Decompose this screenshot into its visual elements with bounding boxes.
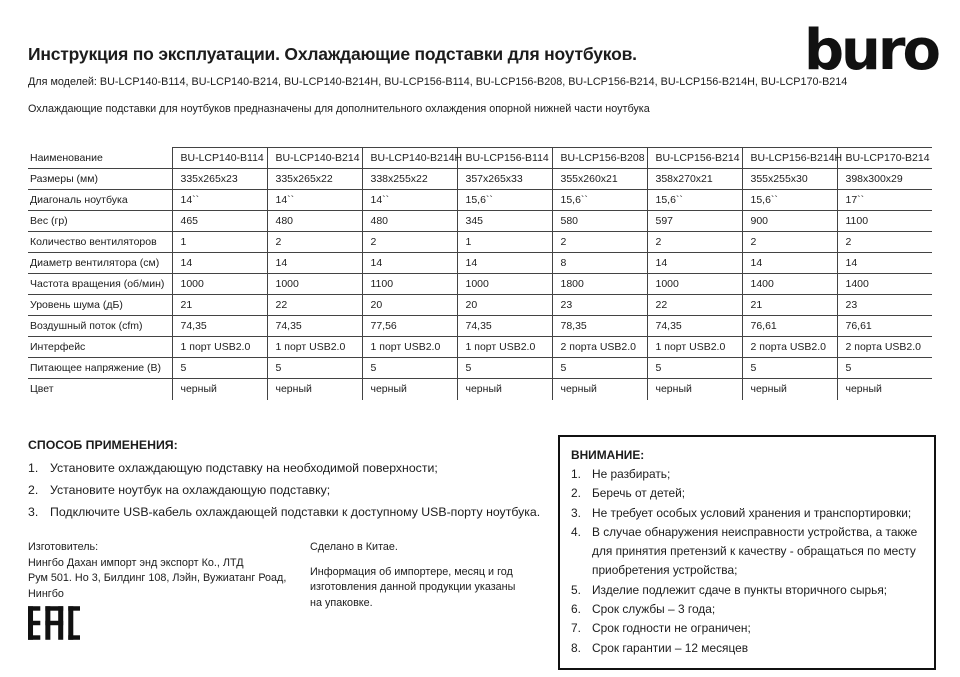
spec-cell: 335x265x22 <box>267 169 362 190</box>
column-header: BU-LCP156-B214H <box>742 148 837 169</box>
spec-row-label: Цвет <box>30 383 54 396</box>
table-row <box>28 274 932 295</box>
spec-cell: 14 <box>742 253 837 274</box>
list-item-text: Срок гарантии – 12 месяцев <box>592 640 749 655</box>
spec-cell: 1100 <box>362 274 457 295</box>
spec-cell: 5 <box>457 358 552 379</box>
spec-cell: 465 <box>172 211 267 232</box>
spec-cell: 74,35 <box>457 316 552 337</box>
spec-cell: 14 <box>362 253 457 274</box>
spec-cell: 8 <box>552 253 647 274</box>
spec-cell: 2 <box>742 232 837 253</box>
list-item-text: Срок службы – 3 года; <box>592 602 716 617</box>
spec-cell: 20 <box>362 295 457 316</box>
list-item-text: Установите охлаждающую подставку на необходимой поверхности; <box>50 461 438 475</box>
spec-cell: 14`` <box>267 190 362 211</box>
spec-cell: 74,35 <box>172 316 267 337</box>
attention-list <box>571 465 926 658</box>
spec-cell: 345 <box>457 211 552 232</box>
spec-cell: 2 <box>647 232 742 253</box>
spec-row-label: Размеры (мм) <box>28 169 172 190</box>
list-item-number: 6. <box>571 602 581 617</box>
list-item-text: Не требует особых условий хранения и транспортировки; <box>592 505 912 520</box>
spec-cell: 21 <box>172 295 267 316</box>
spec-row-label: Диаметр вентилятора (см) <box>28 253 172 274</box>
spec-cell: 2 <box>267 232 362 253</box>
table-row <box>28 295 932 316</box>
spec-cell: черный <box>742 379 837 400</box>
spec-cell: 17`` <box>837 190 932 211</box>
manufacturer-label: Изготовитель: <box>28 541 99 553</box>
table-row <box>28 211 932 232</box>
spec-row-label: Интерфейс <box>28 337 172 358</box>
spec-cell: 1 порт USB2.0 <box>267 337 362 358</box>
usage-list <box>28 457 556 523</box>
table-row <box>28 379 932 400</box>
spec-cell: 14 <box>172 253 267 274</box>
spec-cell: 5 <box>267 358 362 379</box>
spec-cell: 1000 <box>172 274 267 295</box>
usage-heading: СПОСОБ ПРИМЕНЕНИЯ: <box>28 438 178 452</box>
spec-cell: 21 <box>742 295 837 316</box>
column-header: BU-LCP140-B214H <box>362 148 457 169</box>
spec-cell: 77,56 <box>362 316 457 337</box>
spec-cell: 15,6`` <box>552 190 647 211</box>
list-item-text: Срок годности не ограничен; <box>592 621 751 636</box>
spec-cell: 5 <box>172 358 267 379</box>
importer-note: Информация об импортере, месяц и год изготовления данной продукции указаны на упаковке. <box>310 565 516 609</box>
spec-row-label: Вес (гр) <box>28 211 172 232</box>
spec-cell: 2 порта USB2.0 <box>742 337 837 358</box>
list-item <box>571 523 926 581</box>
spec-cell: 480 <box>362 211 457 232</box>
spec-cell: 74,35 <box>647 316 742 337</box>
table-row <box>28 190 932 211</box>
column-header: BU-LCP156-B114 <box>457 148 552 169</box>
spec-cell: 15,6`` <box>742 190 837 211</box>
spec-cell: 76,61 <box>742 316 837 337</box>
page-title: Инструкция по эксплуатации. Охлаждающие подставки для ноутбуков. <box>28 44 637 64</box>
spec-cell: 22 <box>647 295 742 316</box>
spec-cell: 1 порт USB2.0 <box>457 337 552 358</box>
spec-cell: 76,61 <box>837 316 932 337</box>
list-item-number: 3. <box>28 505 39 519</box>
list-item <box>571 639 926 658</box>
spec-cell: черный <box>172 379 267 400</box>
table-row <box>28 358 932 379</box>
manufacturer-block <box>28 540 308 602</box>
models-line: Для моделей: BU-LCP140-B114, BU-LCP140-B214, BU-LCP140-B214H, BU-LCP156-B114, BU-LCP156-B208, BU-LCP156-B214, BU-LCP156-B214H, BU-LCP170-B214 <box>28 76 848 88</box>
table-row <box>28 232 932 253</box>
spec-cell: черный <box>647 379 742 400</box>
column-header: BU-LCP170-B214 <box>837 148 932 169</box>
spec-cell: 5 <box>647 358 742 379</box>
spec-cell: 1 порт USB2.0 <box>172 337 267 358</box>
spec-cell: 5 <box>742 358 837 379</box>
spec-cell: 5 <box>552 358 647 379</box>
spec-cell: 1000 <box>457 274 552 295</box>
spec-cell: черный <box>837 379 932 400</box>
buro-logo: buro <box>803 18 938 83</box>
list-item-number: 8. <box>571 640 581 655</box>
list-item-number: 2. <box>571 486 581 501</box>
spec-cell: черный <box>267 379 362 400</box>
spec-cell: 1400 <box>837 274 932 295</box>
manufacturer-name: Нингбо Дахан импорт энд экспорт Ко., ЛТД <box>28 556 244 569</box>
spec-row-label: Диагональ ноутбука <box>28 190 172 211</box>
spec-cell: 580 <box>552 211 647 232</box>
spec-cell: 2 порта USB2.0 <box>837 337 932 358</box>
spec-cell: 5 <box>362 358 457 379</box>
spec-cell: 14 <box>457 253 552 274</box>
spec-cell: 14 <box>837 253 932 274</box>
spec-cell: 23 <box>837 295 932 316</box>
spec-table-head <box>28 148 932 169</box>
spec-cell: 2 <box>552 232 647 253</box>
spec-cell: 1 порт USB2.0 <box>362 337 457 358</box>
spec-cell: 1400 <box>742 274 837 295</box>
spec-cell: 1100 <box>837 211 932 232</box>
list-item-number: 4. <box>571 524 581 539</box>
spec-cell: 357x265x33 <box>457 169 552 190</box>
spec-table <box>28 147 932 400</box>
spec-cell: 355x260x21 <box>552 169 647 190</box>
list-item-number: 5. <box>571 582 581 597</box>
spec-cell: 1 порт USB2.0 <box>647 337 742 358</box>
spec-cell: 5 <box>837 358 932 379</box>
list-item-number: 3. <box>571 505 581 520</box>
table-row <box>28 316 932 337</box>
spec-row-label: Питающее напряжение (В) <box>28 358 172 379</box>
spec-cell: 1800 <box>552 274 647 295</box>
spec-cell: 15,6`` <box>647 190 742 211</box>
spec-cell: 15,6`` <box>457 190 552 211</box>
spec-cell: 78,35 <box>552 316 647 337</box>
spec-cell: 398x300x29 <box>837 169 932 190</box>
spec-cell: 355x255x30 <box>742 169 837 190</box>
spec-cell: черный <box>552 379 647 400</box>
spec-cell: 1000 <box>267 274 362 295</box>
list-item-number: 7. <box>571 621 581 636</box>
list-item-text: Подключите USB-кабель охлаждающей подставки к доступному USB-порту ноутбука. <box>50 505 541 519</box>
list-item <box>571 619 926 638</box>
spec-cell: 1000 <box>647 274 742 295</box>
made-in-label: Сделано в Китае. <box>310 541 398 553</box>
table-row <box>28 253 932 274</box>
spec-cell: 2 <box>362 232 457 253</box>
spec-cell: 74,35 <box>267 316 362 337</box>
spec-cell: черный <box>362 379 457 400</box>
spec-cell: 2 <box>837 232 932 253</box>
list-item <box>571 504 926 523</box>
list-item <box>571 581 926 600</box>
spec-cell: 14 <box>647 253 742 274</box>
list-item-text: Беречь от детей; <box>592 486 686 501</box>
spec-table-body <box>28 169 932 400</box>
list-item <box>28 501 556 523</box>
description-line: Охлаждающие подставки для ноутбуков предназначены для дополнительного охлаждения опорной нижней части ноутбука <box>28 103 650 115</box>
table-corner-label: Наименование <box>28 148 172 169</box>
spec-cell: 20 <box>457 295 552 316</box>
attention-heading: ВНИМАНИЕ: <box>571 448 645 462</box>
spec-row-label: Количество вентиляторов <box>28 232 172 253</box>
spec-cell: 14`` <box>362 190 457 211</box>
spec-cell: 597 <box>647 211 742 232</box>
spec-cell: 335x265x23 <box>172 169 267 190</box>
list-item <box>571 465 926 484</box>
list-item-number: 1. <box>28 461 39 475</box>
attention-box <box>558 435 936 670</box>
list-item-text: Не разбирать; <box>592 467 671 481</box>
list-item-number: 2. <box>28 483 39 497</box>
spec-cell: 14`` <box>172 190 267 211</box>
list-item <box>571 600 926 619</box>
list-item <box>571 484 926 503</box>
list-item-number: 1. <box>571 467 581 481</box>
table-row <box>28 337 932 358</box>
spec-cell: 900 <box>742 211 837 232</box>
spec-cell: 2 порта USB2.0 <box>552 337 647 358</box>
origin-block <box>310 540 528 611</box>
column-header: BU-LCP140-B214 <box>267 148 362 169</box>
usage-section <box>28 438 556 523</box>
spec-row-label: Воздушный поток (cfm) <box>28 316 172 337</box>
spec-cell: 14 <box>267 253 362 274</box>
spec-cell: 23 <box>552 295 647 316</box>
column-header: BU-LCP140-B114 <box>172 148 267 169</box>
eac-mark-icon <box>28 597 80 654</box>
spec-cell: 338x255x22 <box>362 169 457 190</box>
spec-cell: 22 <box>267 295 362 316</box>
list-item-text: Установите ноутбук на охлаждающую подставку; <box>50 483 331 497</box>
list-item <box>28 479 556 501</box>
column-header: BU-LCP156-B208 <box>552 148 647 169</box>
spec-cell: 1 <box>172 232 267 253</box>
list-item-text: Изделие подлежит сдаче в пункты вторичного сырья; <box>592 582 888 597</box>
spec-cell: 480 <box>267 211 362 232</box>
column-header: BU-LCP156-B214 <box>647 148 742 169</box>
spec-cell: 358x270x21 <box>647 169 742 190</box>
list-item-text: В случае обнаружения неисправности устройства, а также для принятия претензий к качеству - обращаться по месту приобретения устройства; <box>592 524 918 578</box>
spec-cell: черный <box>457 379 552 400</box>
spec-row-label: Уровень шума (дБ) <box>28 295 172 316</box>
table-row <box>28 169 932 190</box>
list-item <box>28 457 556 479</box>
manufacturer-address: Рум 501. Но 3, Билдинг 108, Лэйн, Вужиатанг Роад, Нингбо <box>28 572 287 600</box>
spec-row-label: Частота вращения (об/мин) <box>28 274 172 295</box>
spec-cell: 1 <box>457 232 552 253</box>
